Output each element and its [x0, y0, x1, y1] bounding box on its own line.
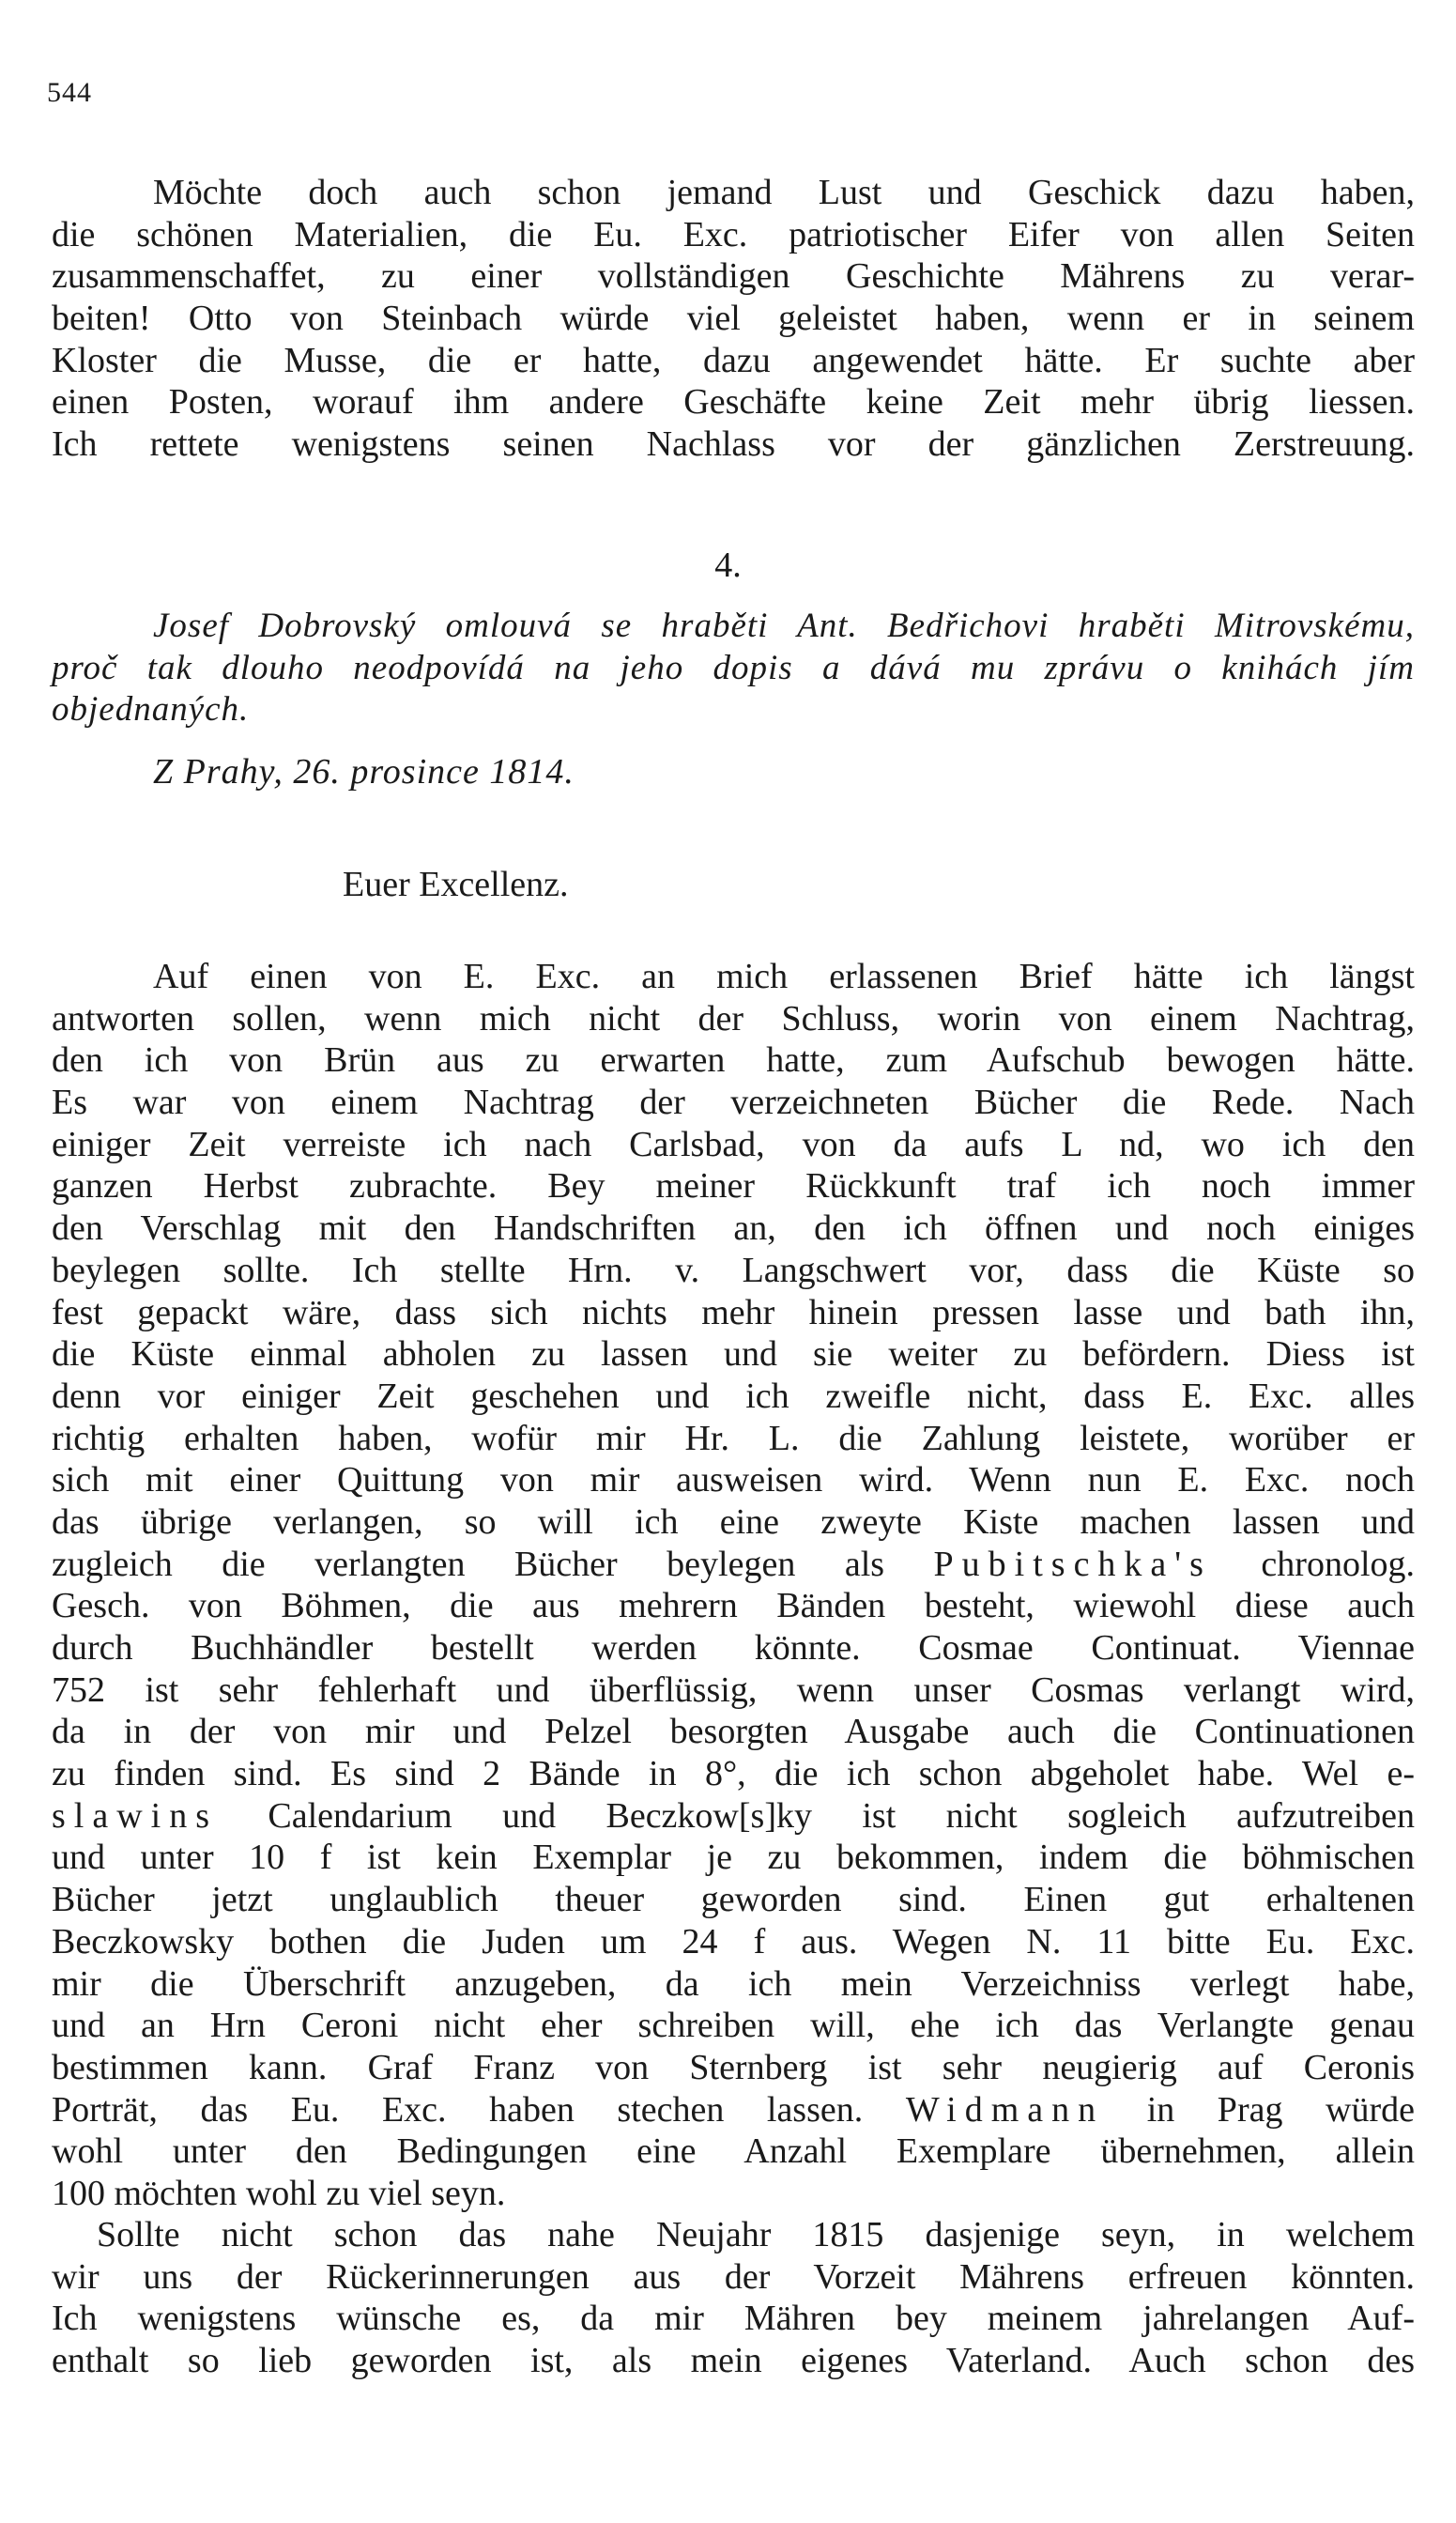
text-line: Beczkowsky bothen die Juden um 24 f aus. Wegen N. 11 bitte Eu. Exc.: [52, 1921, 1415, 1961]
summary-line: proč tak dlouho neodpovídá na jeho dopis a dává mu zprávu o knihách jím: [52, 648, 1415, 687]
text-line: zusammenschaffet, zu einer vollständigen Geschichte Mährens zu verar-: [52, 256, 1415, 297]
text-line: die schönen Materialien, die Eu. Exc. patriotischer Eifer von allen Seiten: [52, 214, 1415, 254]
text-line: wohl unter den Bedingungen eine Anzahl Exemplare übernehmen, allein: [52, 2131, 1415, 2172]
text-line: 100 möchten wohl zu viel seyn.: [52, 2173, 506, 2213]
dateline: Z Prahy, 26. prosince 1814.: [153, 752, 575, 792]
text-line: zu finden sind. Es sind 2 Bände in 8°, die ich schon abgeholet habe. Wel e-: [52, 1754, 1415, 1794]
paragraph-1: [52, 172, 1415, 466]
section-number: 4.: [714, 546, 742, 585]
text-line: sich mit einer Quittung von mir ausweisen wird. Wenn nun E. Exc. noch: [52, 1460, 1415, 1500]
spaced-name: Pubitschka's: [933, 1544, 1212, 1584]
text-line: Gesch. von Böhmen, die aus mehrern Bänden besteht, wiewohl diese auch: [52, 1586, 1415, 1626]
text-line: und unter 10 f ist kein Exemplar je zu bekommen, indem die böhmischen: [52, 1838, 1415, 1878]
text-line: einen Posten, worauf ihm andere Geschäfte keine Zeit mehr übrig liessen.: [52, 382, 1415, 423]
text-line: Es war von einem Nachtrag der verzeichneten Bücher die Rede. Nach: [52, 1083, 1415, 1123]
summary-line: objednaných.: [52, 690, 250, 730]
text-line: durch Buchhändler bestellt werden könnte. Cosmae Continuat. Viennae: [52, 1628, 1415, 1668]
text-line: Möchte doch auch schon jemand Lust und Geschick dazu haben,: [153, 173, 1415, 212]
text-line: denn vor einiger Zeit geschehen und ich zweifle nicht, dass E. Exc. alles: [52, 1376, 1415, 1416]
text-segment: chronolog.: [1211, 1544, 1416, 1584]
text-line: Ich rettete wenigstens seinen Nachlass vor der gänzlichen Zerstreuung.: [52, 424, 1415, 465]
page-number: 544: [47, 77, 92, 108]
text-line: beylegen sollte. Ich stellte Hrn. v. Langschwert vor, dass die Küste so: [52, 1250, 1415, 1290]
text-line: antworten sollen, wenn mich nicht der Schluss, worin von einem Nachtrag,: [52, 998, 1415, 1038]
text-line: das übrige verlangen, so will ich eine zweyte Kiste machen lassen und: [52, 1501, 1415, 1542]
text-line: mir die Überschrift anzugeben, da ich mein Verzeichniss verlegt habe,: [52, 1963, 1415, 2004]
text-segment: Calendarium und Beczkow[s]ky ist nicht sogleich aufzutreiben: [218, 1795, 1415, 1836]
text-segment: zugleich die verlangten Bücher beylegen als: [52, 1544, 934, 1584]
salutation: Euer Excellenz.: [343, 865, 569, 904]
text-segment: Porträt, das Eu. Exc. haben stechen lassen.: [52, 2089, 906, 2130]
paragraph-3: [52, 2214, 1415, 2382]
text-line: einiger Zeit verreiste ich nach Carlsbad, von da aufs L nd, wo ich den: [52, 1124, 1415, 1164]
text-line: enthalt so lieb geworden ist, als mein eigenes Vaterland. Auch schon des: [52, 2341, 1415, 2381]
text-line: [52, 1544, 1415, 1586]
spaced-name: slawins: [52, 1795, 218, 1836]
text-line: 752 ist sehr fehlerhaft und überflüssig, wenn unser Cosmas verlangt wird,: [52, 1669, 1415, 1710]
text-line: [52, 2089, 1415, 2131]
text-line: Auf einen von E. Exc. an mich erlassenen Brief hätte ich längst: [153, 957, 1415, 996]
text-line: da in der von mir und Pelzel besorgten Ausgabe auch die Continuationen: [52, 1712, 1415, 1752]
text-line: bestimmen kann. Graf Franz von Sternberg ist sehr neugierig auf Ceronis: [52, 2047, 1415, 2087]
summary-line: Josef Dobrovský omlouvá se hraběti Ant. Bedřichovi hraběti Mitrovskému,: [153, 607, 1415, 645]
text-line: die Küste einmal abholen zu lassen und sie weiter zu befördern. Diess ist: [52, 1334, 1415, 1375]
text-line: wir uns der Rückerinnerungen aus der Vorzeit Mährens erfreuen könnten.: [52, 2256, 1415, 2297]
text-segment: in Prag würde: [1104, 2089, 1415, 2130]
text-line: den Verschlag mit den Handschriften an, den ich öffnen und noch einiges: [52, 1208, 1415, 1249]
text-line: ganzen Herbst zubrachte. Bey meiner Rückkunft traf ich noch immer: [52, 1166, 1415, 1207]
text-line: fest gepackt wäre, dass sich nichts mehr hinein pressen lasse und bath ihn,: [52, 1292, 1415, 1332]
text-line: Kloster die Musse, die er hatte, dazu angewendet hätte. Er suchte aber: [52, 340, 1415, 380]
text-line: und an Hrn Ceroni nicht eher schreiben will, ehe ich das Verlangte genau: [52, 2006, 1415, 2046]
text-line: den ich von Brün aus zu erwarten hatte, zum Aufschub bewogen hätte.: [52, 1040, 1415, 1081]
text-line: [52, 1795, 1415, 1838]
text-line: beiten! Otto von Steinbach würde viel geleistet haben, wenn er in seinem: [52, 299, 1415, 339]
text-line: richtig erhalten haben, wofür mir Hr. L. die Zahlung leistete, worüber er: [52, 1418, 1415, 1458]
text-line: Bücher jetzt unglaublich theuer geworden sind. Einen gut erhaltenen: [52, 1880, 1415, 1920]
text-line: Ich wenigstens wünsche es, da mir Mähren bey meinem jahrelangen Auf-: [52, 2299, 1415, 2339]
text-line: Sollte nicht schon das nahe Neujahr 1815 dasjenige seyn, in welchem: [97, 2215, 1415, 2254]
paragraph-2: [52, 956, 1415, 2215]
spaced-name: Widmann: [905, 2089, 1105, 2130]
letter-summary: [52, 606, 1415, 731]
